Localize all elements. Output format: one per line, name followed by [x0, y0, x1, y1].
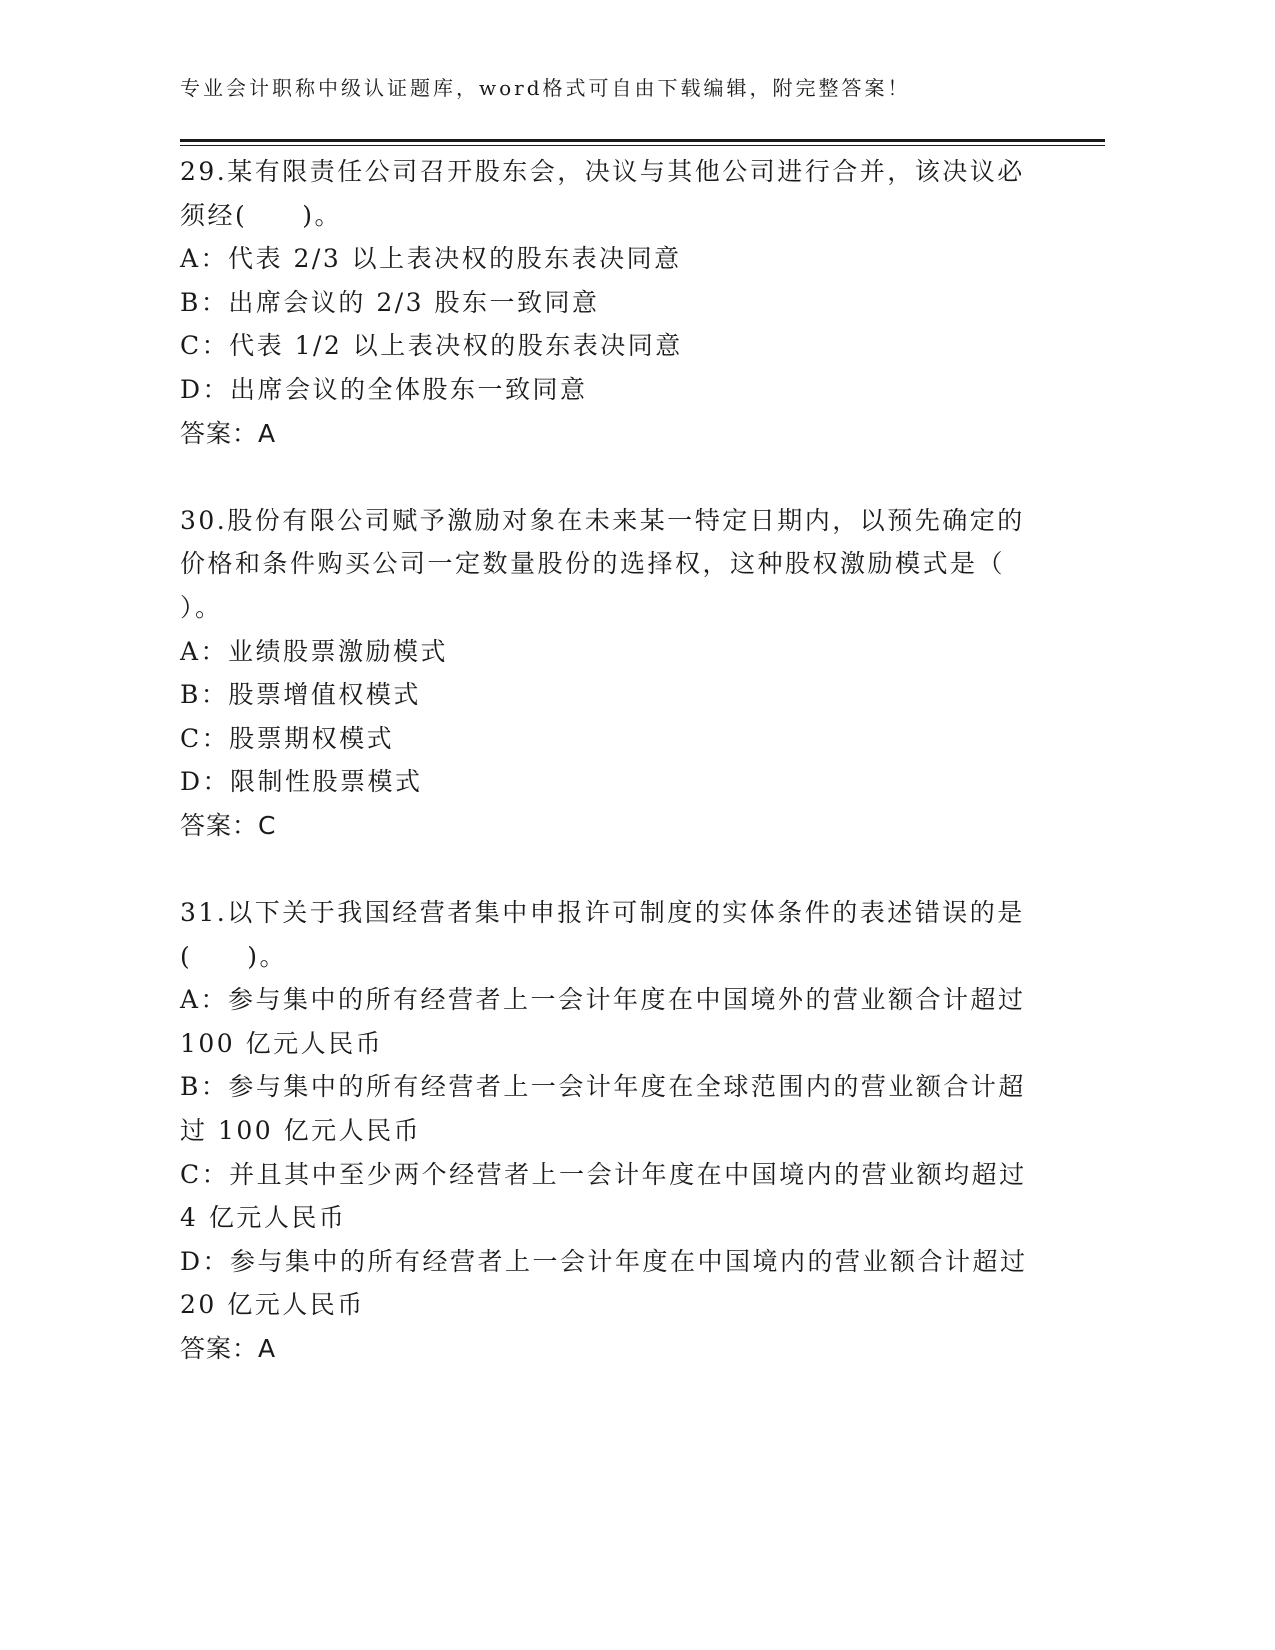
question-spacer	[180, 455, 1030, 499]
option-c: C：股票期权模式	[180, 723, 395, 753]
option-b: B：出席会议的 2/3 股东一致同意	[180, 287, 600, 317]
answer-line: 答案：A	[180, 1334, 277, 1364]
option-c: C：代表 1/2 以上表决权的股东表决同意	[180, 331, 683, 361]
question-stem-line: ）。	[180, 592, 223, 622]
option-b-continuation: 过 100 亿元人民币	[180, 1116, 422, 1146]
option-a: A：参与集中的所有经营者上一会计年度在中国境外的营业额合计超过	[180, 985, 1026, 1015]
question-stem-line: 30.股份有限公司赋予激励对象在未来某一特定日期内，以预先确定的	[180, 505, 1025, 535]
option-d-continuation: 20 亿元人民币	[180, 1290, 365, 1320]
option-d: D：出席会议的全体股东一致同意	[180, 374, 588, 404]
question-spacer	[180, 848, 1030, 892]
document-header: 专业会计职称中级认证题库，word格式可自由下载编辑，附完整答案！	[180, 76, 911, 100]
answer-line: 答案：A	[180, 418, 277, 448]
option-c-continuation: 4 亿元人民币	[180, 1203, 347, 1233]
option-a: A：业绩股票激励模式	[180, 636, 449, 666]
option-d: D：限制性股票模式	[180, 767, 423, 797]
option-b: B：参与集中的所有经营者上一会计年度在全球范围内的营业额合计超	[180, 1072, 1026, 1102]
option-c: C：并且其中至少两个经营者上一会计年度在中国境内的营业额均超过	[180, 1159, 1027, 1189]
question-stem-line: 31.以下关于我国经营者集中申报许可制度的实体条件的表述错误的是	[180, 898, 1025, 928]
question-stem-line: 29.某有限责任公司召开股东会，决议与其他公司进行合并，该决议必	[180, 157, 1025, 186]
option-a: A：代表 2/3 以上表决权的股东表决同意	[180, 244, 682, 274]
question-stem-line: ( )。	[180, 941, 288, 971]
option-b: B：股票增值权模式	[180, 680, 421, 710]
option-a-continuation: 100 亿元人民币	[180, 1028, 384, 1058]
header-rule-thin	[180, 145, 1105, 146]
question-stem-line: 价格和条件购买公司一定数量股份的选择权，这种股权激励模式是（	[180, 549, 1006, 579]
header-rule-thick	[180, 139, 1105, 142]
question-stem-line: 须经( )。	[180, 200, 343, 230]
question-31	[180, 891, 1030, 1371]
option-d: D：参与集中的所有经营者上一会计年度在中国境内的营业额合计超过	[180, 1246, 1028, 1276]
question-30	[180, 499, 1030, 848]
question-29	[180, 150, 1030, 455]
question-list	[180, 150, 1030, 1371]
answer-line: 答案：C	[180, 810, 277, 840]
